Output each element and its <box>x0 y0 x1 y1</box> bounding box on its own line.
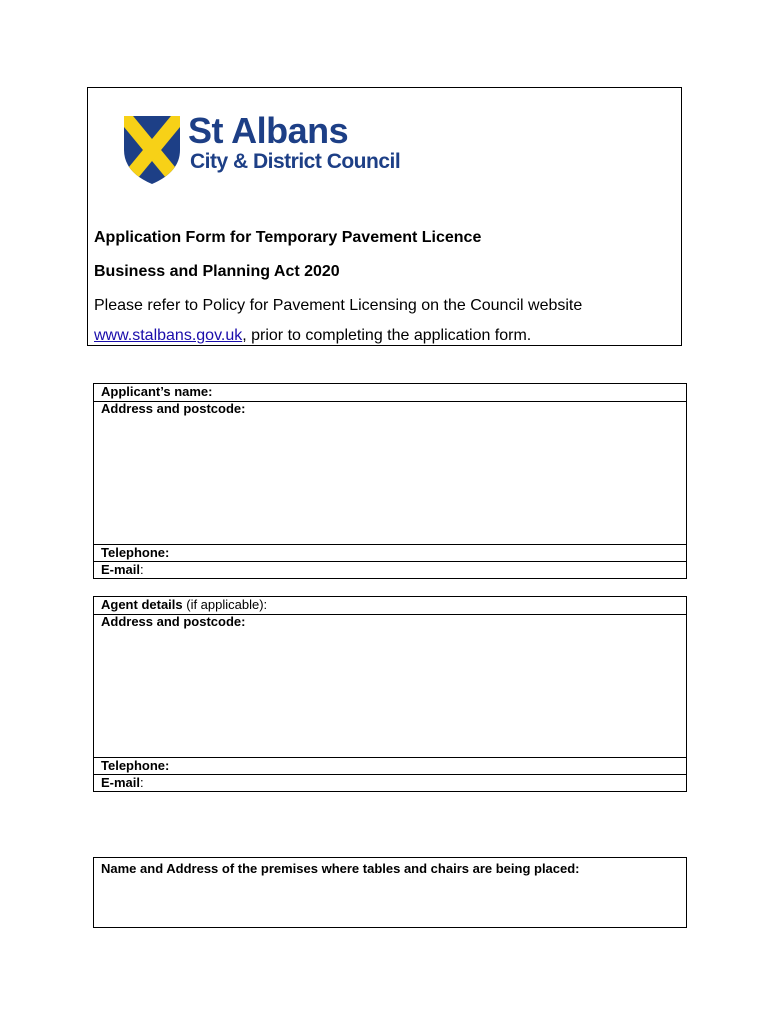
shield-icon <box>122 114 182 186</box>
header-box <box>87 87 682 346</box>
applicant-email-row[interactable] <box>93 561 687 579</box>
agent-telephone-row[interactable] <box>93 757 687 775</box>
form-title: Application Form for Temporary Pavement Licence <box>94 229 482 246</box>
agent-telephone-label: Telephone: <box>101 758 170 773</box>
premises-row[interactable] <box>93 857 687 928</box>
applicant-email-colon: : <box>140 562 144 577</box>
council-website-link[interactable]: www.stalbans.gov.uk <box>94 327 243 344</box>
refer-line2-text: , prior to completing the application form. <box>242 327 532 344</box>
agent-address-label: Address and postcode: <box>101 614 246 629</box>
applicant-email-label: E-mail <box>101 562 141 577</box>
agent-address-row[interactable] <box>93 614 687 758</box>
agent-details-note: (if applicable): <box>182 597 268 612</box>
form-subtitle: Business and Planning Act 2020 <box>94 263 340 280</box>
premises-label: Name and Address of the premises where tables and chairs are being placed: <box>101 861 580 876</box>
agent-details-label: Agent details <box>101 597 183 612</box>
applicant-name-row[interactable] <box>93 383 687 402</box>
refer-line2 <box>94 327 531 345</box>
agent-email-row[interactable] <box>93 774 687 792</box>
refer-text: Please refer to Policy for Pavement Licensing on the Council website <box>94 297 583 314</box>
agent-email-colon: : <box>140 775 144 790</box>
agent-email-label: E-mail <box>101 775 141 790</box>
applicant-telephone-label: Telephone: <box>101 545 170 560</box>
applicant-telephone-row[interactable] <box>93 544 687 562</box>
logo-line2: City & District Council <box>190 150 401 173</box>
applicant-address-row[interactable] <box>93 401 687 545</box>
council-logo <box>122 110 401 190</box>
applicant-name-label: Applicant’s name: <box>101 384 213 399</box>
logo-line1: St Albans <box>188 110 349 151</box>
applicant-address-label: Address and postcode: <box>101 401 246 416</box>
agent-details-row[interactable] <box>93 596 687 615</box>
